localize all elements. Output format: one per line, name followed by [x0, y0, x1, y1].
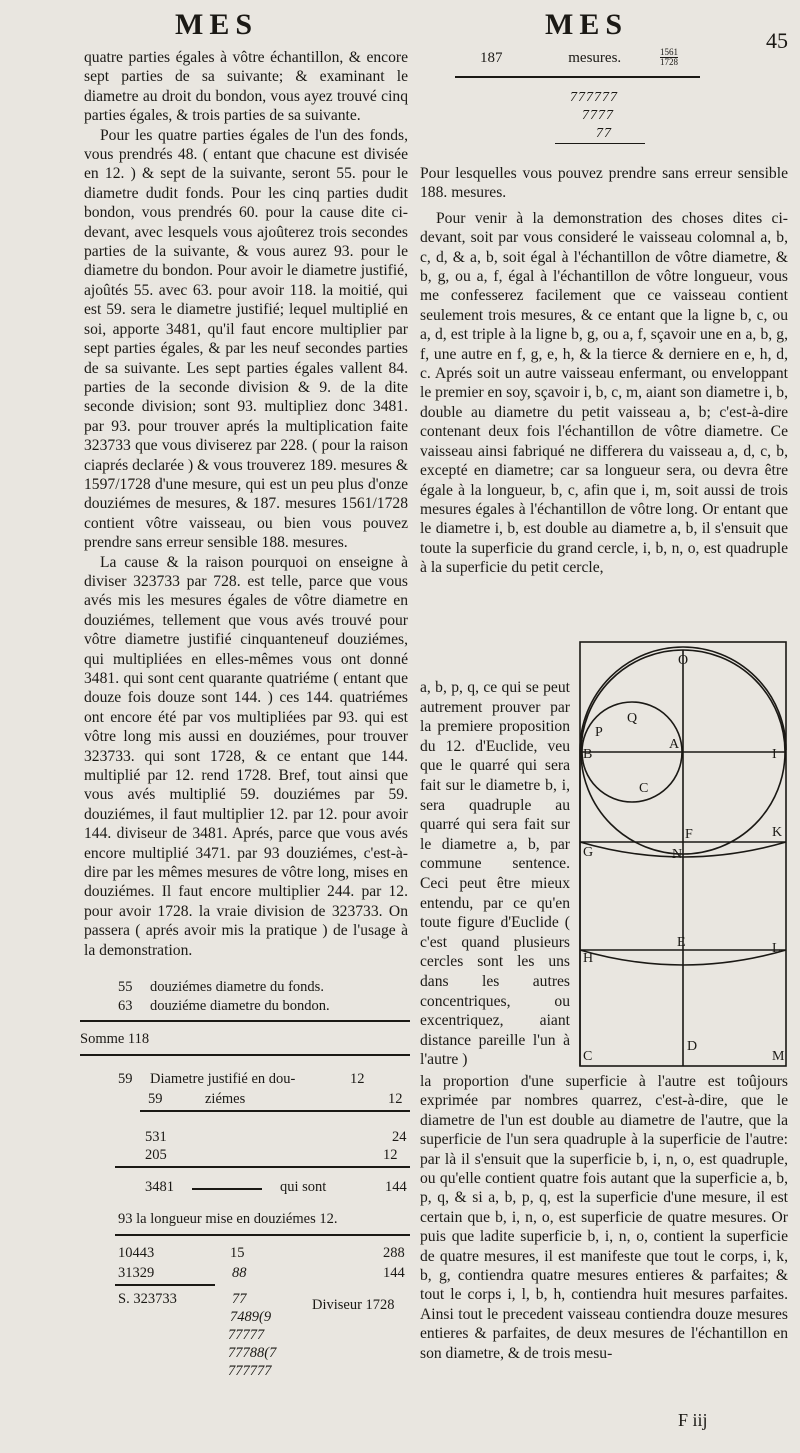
calc-num: 31329: [118, 1265, 155, 1281]
right-subhead: [480, 50, 621, 67]
fraction-numerator: 1561: [660, 47, 678, 57]
right-running-head: MES: [545, 8, 629, 41]
label-o: O: [678, 653, 689, 668]
paragraph: la proportion d'une superficie à l'autre est toûjours exprimée par nombres quarrez, c'est-à-dire, que le diametre de l'un est double au diametre de l'autre, que la superficie de l'un sera quadruple à la superficie de l'autre: par là il s'ensuit que la superficie b, i, n, o, est quadruple, ou qu'elle contient quatre fois autant que la superficie a, b, p, q, & si a, b, p, q, est la superficie d'une mesure, il est certain que b, i, n, o, est superficie de quatre mesures. Or puis que ladite superficie b, i, n, o, contient la superficie de quatre mesures, il est manifeste que tout le corps, i, k, b, g, contiendra quatre mesures entieres & parfaites; & tout le corps i, l, b, h, contiendra huit mesures parfaites. Ainsi tout le precedent vaisseau contiendra douze mesures entieres & parfaites, de deux mesures de l'échantillon en son diametre, & de trois mesu-: [420, 1073, 788, 1362]
label-b: B: [583, 747, 593, 762]
calculation-block: [80, 978, 420, 1398]
label-k: K: [772, 825, 783, 840]
calc-text: ziémes: [205, 1091, 246, 1107]
paragraph: Pour les quatre parties égales de l'un des fonds, vous prendrés 48. ( entant que chacune est divisée en 12. ) & sept de la suivante, seront 55. pour le diametre dudit fonds. Pour les cinq parties dudit bondon, vous prendrés 60. pour la cause dite ci-devant, avec lesquels vous ajoûterez trois secondes parties de la suivante, & vous aurez 93. pour le diametre du bondon. Pour avoir le diametre justifié, ajoûtés 55. avec 63. pour avoir 118. la moitié, qui est 59. sera le diametre justifié; lequel multiplié en soi, apporte 3481, qu'il faut encore multiplier par sept parties égales, & par les neuf secondes parties de sa suivante. Les sept parties égales vallent 84. parties de la seconde division & 9. de la dite seconde division; sont 93. multipliez donc 3481. par 93. pour trouver aprés la multiplication faite 323733 que vous diviserez par 228. ( pour la raison ciaprés declarée ) & vous trouverez 189. mesures & 1597/1728 d'une mesure, qui est un peu plus d'onze douziémes de mesures, & 187. mesures 1561/1728 contient vôtre vaisseau, ou bien vous pouvez prendre sans erreur sensible 188. mesures.: [84, 126, 408, 552]
geometric-figure: [577, 640, 792, 1070]
calc-rule: [140, 1110, 410, 1112]
label-a: A: [669, 737, 680, 752]
calc-num: 63: [118, 998, 133, 1014]
subhead-number: 187: [480, 50, 503, 66]
calc-num: 24: [392, 1129, 407, 1145]
label-g: G: [583, 845, 594, 860]
calc-sum: S. 323733: [118, 1291, 177, 1307]
calc-cancelled: 77: [232, 1291, 247, 1307]
label-i: I: [772, 747, 777, 762]
calc-num: 59: [148, 1091, 163, 1107]
right-column-text: [420, 164, 788, 578]
calc-rule: [80, 1054, 410, 1056]
cancelled-digits: 777777: [570, 90, 618, 105]
calc-num: 531: [145, 1129, 167, 1145]
calc-num: 144: [385, 1179, 407, 1195]
cancelled-digits: 7777: [582, 108, 614, 123]
right-column-text-bottom: [420, 1072, 788, 1363]
calc-text: qui sont: [280, 1179, 327, 1195]
label-h: H: [583, 951, 594, 966]
calc-num: 12: [383, 1147, 398, 1163]
cancelled-digits: 77: [596, 126, 612, 141]
calc-text: douziéme diametre du bondon.: [150, 998, 330, 1014]
calc-rule: [192, 1188, 262, 1190]
right-column-narrow-text: [420, 678, 570, 1070]
label-c: C: [639, 781, 649, 796]
paragraph: a, b, p, q, ce qui se peut autrement prouver par la premiere proposition du 12. d'Euclide, veu que le quarré qui sera fait sur le diametre b, i, sera quadruple au quarré qui sera fait sur le diametre a, b, par commune sentence. Ceci peut être mieux entendu, par ce qu'en toute figure d'Euclide ( c'est quand plusieurs cercles sont les uns dans les autres concentriques, ou excentriquez, aiant distance pareille l'un à l'autre ): [420, 679, 570, 1069]
label-f: F: [685, 827, 693, 842]
left-column-text: [84, 48, 408, 960]
paragraph: La cause & la raison pourquoi on enseigne à diviser 323733 par 728. est telle, parce que vous avés mis les mesures égales de vôtre diametre en douziémes, tellement que vous avés trouvé pour vôtre diametre justifié cinquanteneuf douziémes, qui multipliées en elles-mêmes vous ont donné 3481. qui sont cent quarante quatriéme ( entant que douze fois douze sont 144. ) ces 144. quatriémes ont encore été par vos multipliées par 93. qui est vôtre long mis aussi en douziémes, pour trouver 323733. qui sont 1728, & ce entant que 144. multiplié par 12. rend 1728. Bref, tout ainsi que vous avés multiplié 59. douziémes par 59. douziémes, il faut multiplier 12. par 12. pour avoir 144. diviseur de 3481. Aprés, parce que vous avés encore multiplié 3471. par 93 douziémes, c'est-à-dire par les mêmes mesures de vôtre long, mises en douziémes. Il faut encore multiplier 244. par 12. pour avoir 1728. la vraie division de 323733. On passera ( aprés avoir mis la pratique ) de l'usage à la demonstration.: [84, 553, 408, 959]
calc-num: 288: [383, 1245, 405, 1261]
paragraph: Pour venir à la demonstration des choses dites ci-devant, soit par vous consideré le vaisseau colomnal a, b, c, d, & a, b, soit égal à l'échantillon de vôtre diametre, & b, g, ou a, f, égal à l'échantillon de vôtre longueur, vous me confesserez facilement que ce vaisseau contient seulement trois mesures, & ce entant que la ligne b, c, ou a, d, est triple à la ligne b, g, ou a, f, sçavoir une en a, b, g, f, une autre en f, g, e, h, & la tierce & derniere en e, h, d, c. Aprés soit un autre vaisseau enfermant, ou enveloppant le premier en soy, sçavoir i, b, c, m, aiant son diametre i, b, double au diametre du petit vaisseau a, b; c'est-à-dire contenant deux fois l'échantillon de vôtre diametre. Ce vaisseau ainsi fabriqué ne differera du vaisseau a, d, c, b, excepté en diametre; car sa longueur sera, ou devra être égale à la longueur, b, c, afin que i, m, soit aussi de trois mesures égales à l'échantillon de vôtre long. Or entant que le diametre i, b, est double au diametre a, b, il s'ensuit que toute la superficie du grand cercle, i, b, n, o, est quadruple à la superficie du petit cercle,: [420, 209, 788, 577]
calc-divisor: Diviseur 1728: [312, 1297, 395, 1313]
calc-cancelled: 88: [232, 1265, 247, 1281]
calc-num: 59: [118, 1071, 133, 1087]
calc-num: 3481: [145, 1179, 174, 1195]
fraction-denominator: 1728: [660, 57, 678, 67]
calc-rule: [115, 1234, 410, 1236]
subhead-word: mesures.: [568, 50, 622, 66]
calc-rule: [80, 1020, 410, 1022]
calc-num: 205: [145, 1147, 167, 1163]
calc-rule: [115, 1166, 410, 1168]
calc-num: 12: [350, 1071, 365, 1087]
label-p: P: [595, 725, 603, 740]
calc-rule: [115, 1284, 215, 1286]
calc-num: 10443: [118, 1245, 155, 1261]
label-n: N: [672, 847, 683, 862]
calc-text: douziémes diametre du fonds.: [150, 979, 324, 995]
label-l: L: [772, 941, 781, 956]
label-m: M: [772, 1049, 785, 1064]
page-number: 45: [766, 28, 788, 53]
cancel-rule: [555, 143, 645, 144]
header-rule: [455, 76, 700, 78]
label-e: E: [677, 935, 686, 950]
calc-cancelled: 77777: [228, 1327, 265, 1343]
paragraph: quatre parties égales à vôtre échantillon, & encore sept parties de sa suivante; & examinant le diametre au droit du bondon, vous ayez trouvé cinq parties égales, & trois parties de sa suivante.: [84, 49, 408, 125]
signature-mark: F iij: [678, 1410, 708, 1430]
calc-cancelled: 77788(7: [228, 1345, 277, 1361]
label-c-bottom: C: [583, 1049, 593, 1064]
paragraph: Pour lesquelles vous pouvez prendre sans erreur sensible 188. mesures.: [420, 165, 788, 202]
calc-sum: Somme 118: [80, 1031, 150, 1047]
calc-num: 144: [383, 1265, 405, 1281]
calc-cancelled: 7489(9: [230, 1309, 272, 1325]
calc-text: 93 la longueur mise en douziémes 12.: [118, 1211, 338, 1227]
label-d: D: [687, 1039, 698, 1054]
calc-num: 12: [388, 1091, 403, 1107]
calc-num: 55: [118, 979, 133, 995]
label-q: Q: [627, 711, 638, 726]
left-running-head: MES: [175, 8, 259, 41]
calc-num: 15: [230, 1245, 245, 1261]
calc-cancelled: 777777: [228, 1363, 272, 1379]
subhead-fraction: [660, 48, 678, 67]
calc-text: Diametre justifié en dou-: [150, 1071, 296, 1087]
